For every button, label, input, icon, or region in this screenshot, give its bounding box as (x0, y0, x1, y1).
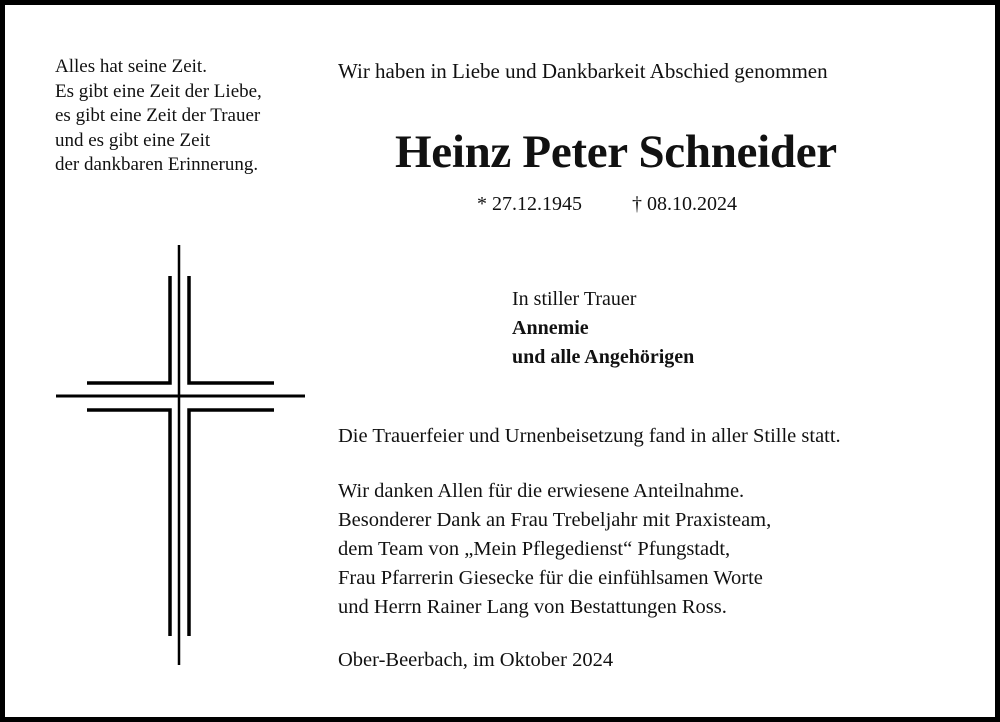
death-date: † 08.10.2024 (632, 193, 737, 215)
poem-line: Alles hat seine Zeit. (55, 56, 207, 77)
obituary-notice (5, 5, 995, 717)
place-date: Ober-Beerbach, im Oktober 2024 (338, 649, 614, 671)
life-dates (477, 193, 737, 216)
poem-line: Es gibt eine Zeit der Liebe, (55, 80, 262, 102)
thanks-text (338, 477, 771, 622)
mourner-name: Annemie (512, 317, 589, 339)
thanks-line: und Herrn Rainer Lang von Bestattungen Ross. (338, 596, 727, 618)
poem-line: und es gibt eine Zeit (55, 129, 211, 151)
mourners (512, 285, 694, 372)
thanks-line: Wir danken Allen für die erwiesene Anteilnahme. (338, 480, 745, 502)
thanks-line: Besonderer Dank an Frau Trebeljahr mit Praxisteam, (338, 509, 772, 531)
mourners-intro: In stiller Trauer (512, 288, 637, 310)
birth-date: * 27.12.1945 (477, 193, 582, 215)
deceased-name: Heinz Peter Schneider (395, 126, 837, 178)
ceremony-text: Die Trauerfeier und Urnenbeisetzung fand in aller Stille statt. (338, 425, 841, 447)
poem-line: der dankbaren Erinnerung. (55, 154, 259, 175)
intro-text: Wir haben in Liebe und Dankbarkeit Abschied genommen (338, 59, 828, 83)
mourner-relatives: und alle Angehörigen (512, 346, 695, 368)
poem-line: es gibt eine Zeit der Trauer (55, 105, 261, 126)
thanks-line: dem Team von „Mein Pflegedienst“ Pfungstadt, (338, 538, 731, 560)
thanks-line: Frau Pfarrerin Giesecke für die einfühlsamen Worte (338, 567, 763, 589)
